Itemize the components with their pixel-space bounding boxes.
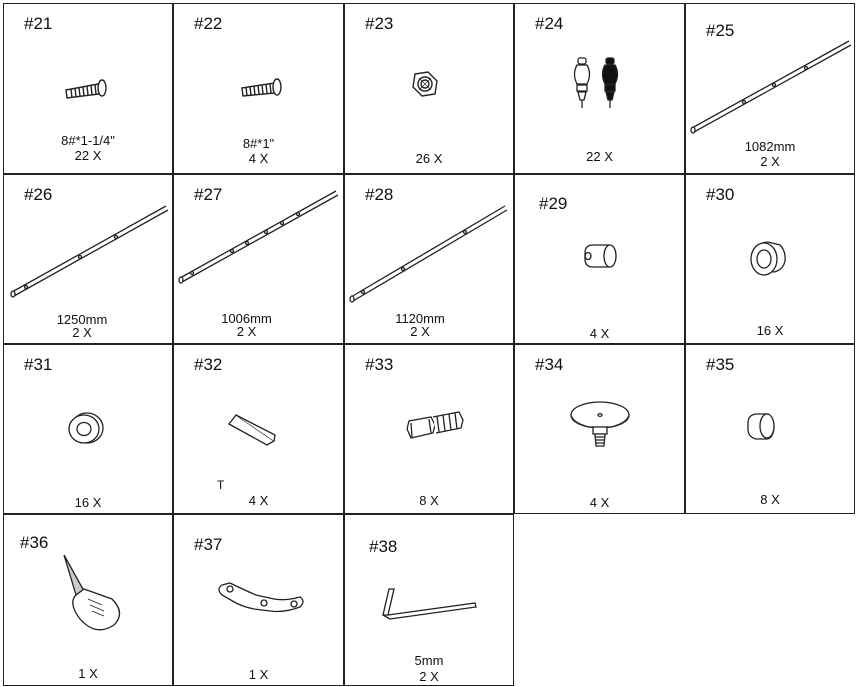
part-spec: 1082mm <box>744 139 796 154</box>
part-cell-21 <box>3 3 173 174</box>
washer-icon <box>4 345 174 515</box>
part-cell-33 <box>344 344 514 514</box>
part-quantity: 2 X <box>760 154 780 169</box>
part-number: #36 <box>20 533 49 552</box>
part-cell-30 <box>685 174 855 344</box>
part-number: #32 <box>194 355 223 374</box>
part-cell-36 <box>3 514 173 686</box>
part-number: #25 <box>706 21 735 40</box>
wedge-icon <box>174 345 345 515</box>
part-number: #21 <box>24 14 53 33</box>
part-cell-25 <box>685 3 855 174</box>
part-number: #27 <box>194 185 223 204</box>
part-number: #35 <box>706 355 735 374</box>
part-number: #22 <box>194 14 223 33</box>
part-cell-22 <box>173 3 344 174</box>
part-extra-label: T <box>217 478 225 492</box>
part-cell-26 <box>3 174 173 344</box>
part-quantity: 1 X <box>78 666 98 681</box>
spacer-ring-icon <box>686 175 856 345</box>
part-number: #23 <box>365 14 394 33</box>
cylinder-cap-icon <box>515 175 686 345</box>
part-number: #26 <box>24 185 53 204</box>
part-quantity: 8 X <box>760 492 780 507</box>
part-number: #24 <box>535 14 564 33</box>
part-cell-38 <box>344 514 514 686</box>
part-number: #29 <box>539 194 568 213</box>
part-cell-28 <box>344 174 514 344</box>
part-number: #28 <box>365 185 394 204</box>
part-spec: 8#*1" <box>242 136 275 151</box>
part-cell-24 <box>514 3 685 174</box>
part-quantity: 4 X <box>589 326 610 341</box>
part-spec: 1006mm <box>221 311 272 326</box>
part-quantity: 22 X <box>586 149 613 164</box>
part-quantity: 16 X <box>74 495 102 510</box>
part-cell-23 <box>344 3 514 174</box>
bumper-cap-icon <box>686 345 856 515</box>
part-number: #31 <box>24 355 53 374</box>
part-quantity: 1 X <box>248 667 269 682</box>
part-cell-34 <box>514 344 685 514</box>
part-quantity: 2 X <box>410 324 430 339</box>
part-quantity: 4 X <box>248 493 269 508</box>
part-cell-35 <box>685 344 855 514</box>
part-quantity: 22 X <box>74 148 102 163</box>
part-number: #37 <box>194 535 223 554</box>
part-number: #30 <box>706 185 735 204</box>
part-spec: 5mm <box>414 653 444 668</box>
part-quantity: 26 X <box>415 151 443 166</box>
part-quantity: 16 X <box>756 323 784 338</box>
part-cell-32 <box>173 344 344 514</box>
part-cell-31 <box>3 344 173 514</box>
part-quantity: 2 X <box>236 324 257 339</box>
part-spec: 8#*1-1/4" <box>61 133 115 148</box>
part-spec: 1120mm <box>395 311 445 326</box>
part-quantity: 4 X <box>589 495 610 510</box>
part-number: #38 <box>369 537 398 556</box>
oil-bottle-icon <box>4 515 174 687</box>
hex-key-icon <box>345 345 515 515</box>
part-spec: 1250mm <box>56 312 108 327</box>
part-quantity: 4 X <box>248 151 269 166</box>
part-cell-29 <box>514 174 685 344</box>
bracket-plate-icon <box>174 515 345 687</box>
part-number: #33 <box>365 355 394 374</box>
part-number: #34 <box>535 355 564 374</box>
part-cell-27 <box>173 174 344 344</box>
levelling-foot-icon <box>515 345 686 515</box>
part-cell-37 <box>173 514 344 686</box>
part-quantity: 2 X <box>419 669 439 684</box>
hex-nut-icon <box>345 4 515 175</box>
part-quantity: 8 X <box>419 493 439 508</box>
part-quantity: 2 X <box>72 325 92 340</box>
